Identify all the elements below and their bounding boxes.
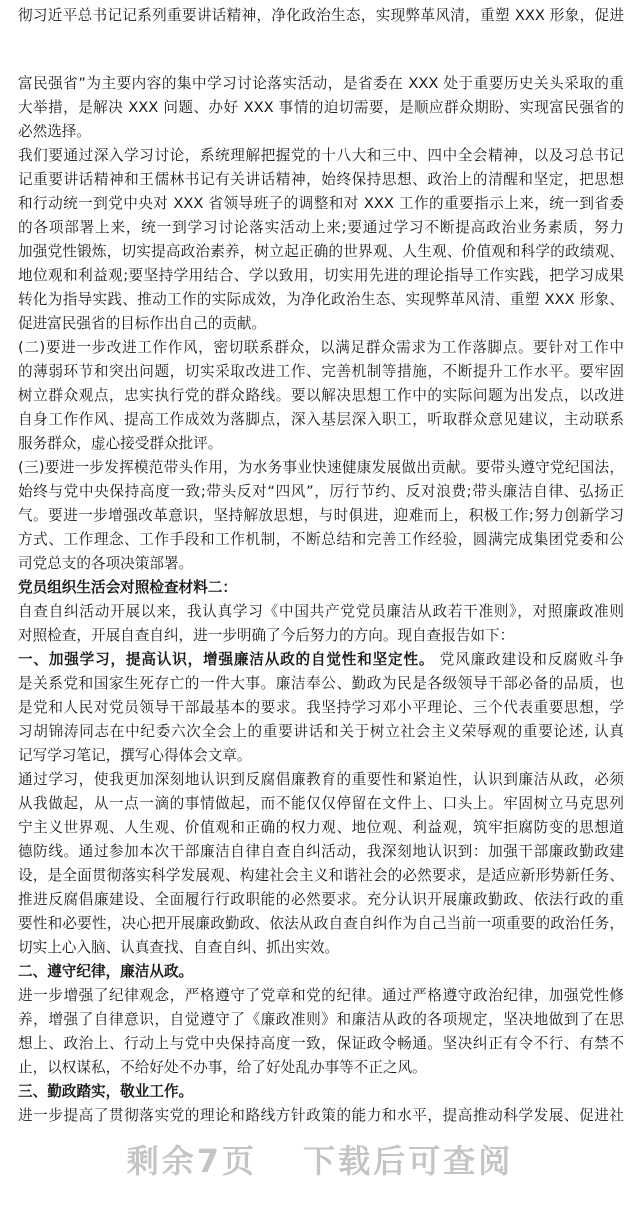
remaining-pages-label: 剩余7页 [126,1142,258,1180]
text-line: 设，是全面贯彻落实科学发展观、构建社会主义和谐社会的必然要求，是适应新形势新任务、 [18,867,624,884]
text-line: 彻习近平总书记记系列重要讲话精神，净化政治生态，实现弊革风清，重塑 XXX 形象，促进 [18,7,624,24]
inline-text: 党风廉政建设和反腐败斗争 [434,651,624,668]
text-line: 的薄弱环节和突出问题，切实采取改进工作、完善机制等措施，不断提升工作水平。要牢固 [18,363,624,380]
text-line [18,648,624,672]
section-heading: 三、勤政踏实，敬业工作。 [18,1083,194,1100]
text-line: 富民强省”为主要内容的集中学习讨论落实活动，是省委在 XXX 处于重要历史关头采取的重 [18,75,624,92]
text-line: 养，增强了自律意识，自觉遵守了《廉政准则》和廉洁从政的各项规定，坚决地做到了在思 [18,1011,624,1028]
download-banner[interactable] [0,1136,640,1186]
text-line: 通过学习，使我更加深刻地认识到反腐倡廉教育的重要性和紧迫性，认识到廉洁从政，必须 [18,771,624,788]
text-line: 是关系党和国家生死存亡的一件大事。廉洁奉公、勤政为民是各级领导干部必备的品质，也 [18,675,624,692]
text-line: 必然选择。 [18,123,91,140]
text-line: 和行动统一到党中央对 XXX 省领导班子的调整和对 XXX 工作的重要指示上来，统一到省委 [18,195,624,212]
text-line: 切实上心入脑、认真查找、自查自纠、抓出实效。 [18,939,340,956]
text-line: 地位观和利益观;要坚持学用结合、学以致用，切实用先进的理论指导工作实践，把学习成果 [18,267,624,284]
text-line: (三)要进一步发挥模范带头作用，为水务事业快速健康发展做出贡献。要带头遵守党纪国法， [18,459,624,476]
section-heading: 党员组织生活会对照检查材料二： [18,579,237,596]
text-line: 的各项部署上来，统一到学习讨论落实活动上来;要通过学习不断提高政治业务素质，努力 [18,219,624,236]
text-line: 习胡锦涛同志在中纪委六次全会上的重要讲话和关于树立社会主义荣辱观的重要论述, 认真 [18,723,624,740]
text-line: 服务群众，虚心接受群众批评。 [18,435,223,452]
text-line: 方式、工作理念、工作手段和工作机制，不断总结和完善工作经验，圆满完成集团党委和公 [18,531,624,548]
text-line: 是党和人民对党员领导干部最基本的要求。我坚持学习邓小平理论、三个代表重要思想，学 [18,699,624,716]
text-line: 司党总支的各项决策部署。 [18,555,194,572]
text-line: 德防线。通过参加本次干部廉洁自律自查自纠活动，我深刻地认识到：加强干部廉政勤政建 [18,843,624,860]
text-line: 要性和必要性，决心把开展廉政勤政、依法从政自查自纠作为自己当前一项重要的政治任务， [18,915,624,932]
text-line: 促进富民强省的目标作出自己的贡献。 [18,315,267,332]
inline-heading: 一、加强学习，提高认识，增强廉洁从政的自觉性和坚定性。 [18,651,435,668]
text-line: 大举措，是解决 XXX 问题、办好 XXX 事情的迫切需要，是顺应群众期盼、实现富民强省的 [18,99,624,116]
text-line: 自查自纠活动开展以来，我认真学习《中国共产党党员廉洁从政若干准则》，对照廉政准则 [18,603,624,620]
text-line: 从我做起，从一点一滴的事情做起，而不能仅仅停留在文件上、口头上。牢固树立马克思列 [18,795,624,812]
text-line: (二)要进一步改进工作作风，密切联系群众，以满足群众需求为工作落脚点。要针对工作中 [18,339,624,356]
text-line: 气。要进一步增强改革意识，坚持解放思想，与时俱进，迎难而上，积极工作;努力创新学习 [18,507,624,524]
text-line: 转化为指导实践、推动工作的实际成效，为净化政治生态、实现弊革风清、重塑 XXX 形象、 [18,291,624,308]
text-line: 对照检查，开展自查自纠，进一步明确了今后努力的方向。现自查报告如下： [18,627,515,644]
text-line: 我们要通过深入学习讨论，系统理解把握党的十八大和三中、四中全会精神，以及习总书记 [18,147,624,164]
text-line: 想上、政治上、行动上与党中央保持高度一致，保证政令畅通。坚决纠正有令不行、有禁不 [18,1035,624,1052]
text-line: 宁主义世界观、人生观、价值观和正确的权力观、地位观、利益观，筑牢拒腐防变的思想道 [18,819,624,836]
text-line: 自身工作作风、提高工作成效为落脚点，深入基层深入职工，听取群众意见建议，主动联系 [18,411,624,428]
text-line: 始终与党中央保持高度一致;带头反对“四风”，厉行节约、反对浪费;带头廉洁自律、弘扬正 [18,483,624,500]
text-line: 记重要讲话精神和王儒林书记有关讲话精神，始终保持思想、政治上的清醒和坚定，把思想 [18,171,624,188]
text-line: 进一步提高了贯彻落实党的理论和路线方针政策的能力和水平，提高推动科学发展、促进社 [18,1107,624,1124]
text-line: 记写学习笔记，撰写心得体会文章。 [18,747,252,764]
text-line: 加强党性锻炼，切实提高政治素养，树立起正确的世界观、人生观、价值观和科学的政绩观、 [18,243,624,260]
text-line: 树立群众观点，忠实执行党的群众路线。要以解决思想工作中的实际问题为出发点，以改进 [18,387,624,404]
text-line: 止，以权谋私，不给好处不办事，给了好处乱办事等不正之风。 [18,1059,427,1076]
text-line: 进一步增强了纪律观念，严格遵守了党章和党的纪律。通过严格遵守政治纪律，加强党性修 [18,987,624,1004]
download-prompt-label[interactable]: 下载后可查阅 [303,1142,514,1180]
text-line: 推进反腐倡廉建设、全面履行行政职能的必然要求。充分认识开展廉政勤政、依法行政的重 [18,891,624,908]
section-heading: 二、遵守纪律，廉洁从政。 [18,963,194,980]
